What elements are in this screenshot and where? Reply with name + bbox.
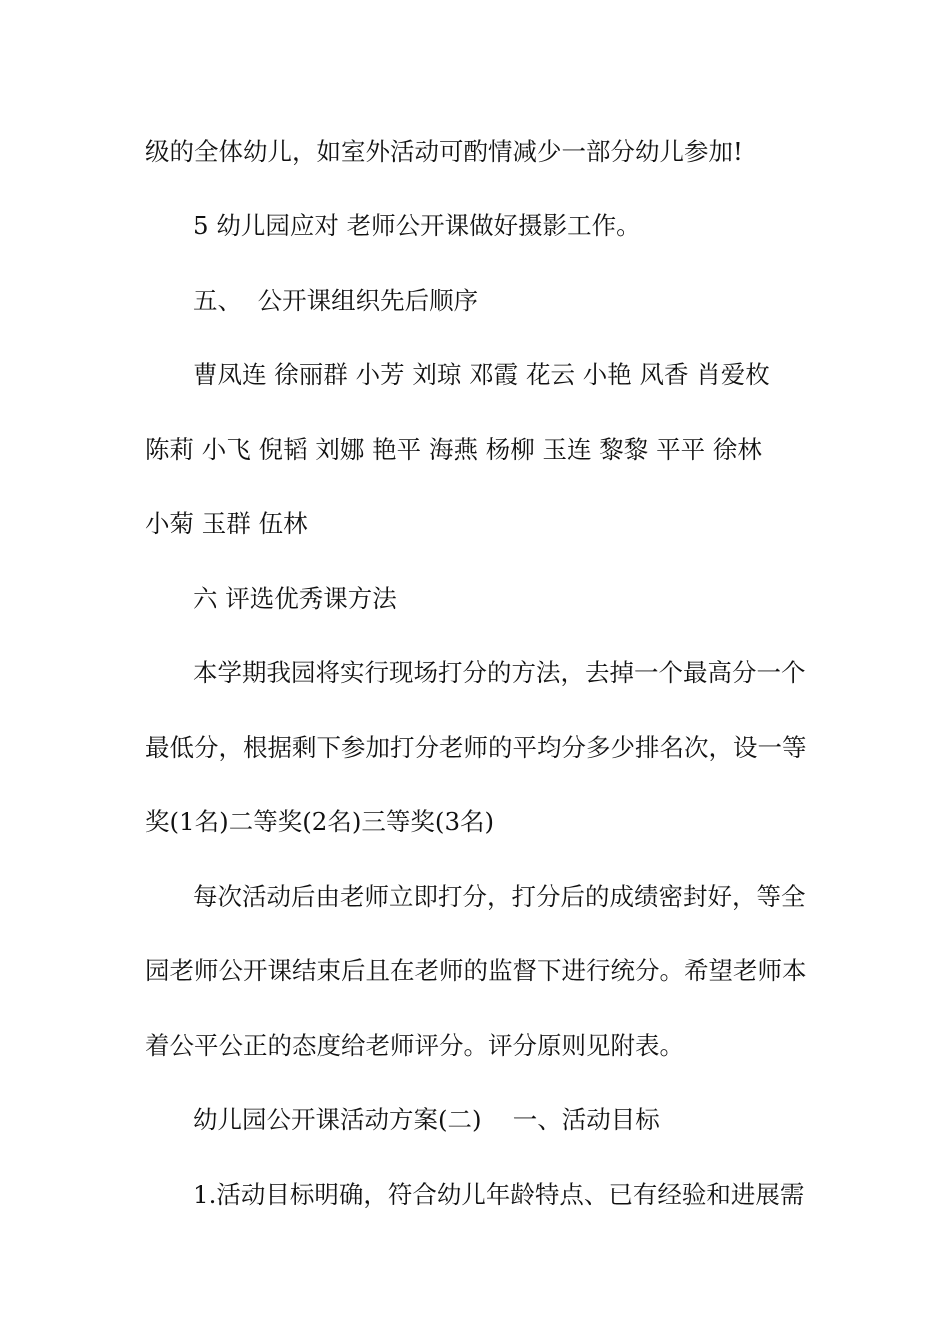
- paragraph-line: 每次活动后由老师立即打分，打分后的成绩密封好，等全: [193, 882, 806, 911]
- paragraph-line: 1.活动目标明确，符合幼儿年龄特点、已有经验和进展需: [193, 1180, 805, 1209]
- paragraph-line: 奖(1名)二等奖(2名)三等奖(3名): [145, 807, 495, 836]
- paragraph-line: 最低分，根据剩下参加打分老师的平均分多少排名次，设一等: [145, 733, 807, 762]
- name-list-line: 曹凤连 徐丽群 小芳 刘琼 邓霞 花云 小艳 风香 肖爱枚: [193, 360, 770, 389]
- paragraph-line: 本学期我园将实行现场打分的方法，去掉一个最高分一个: [193, 658, 806, 687]
- name-list-line: 小菊 玉群 伍林: [145, 509, 308, 538]
- name-list-line: 陈莉 小飞 倪韬 刘娜 艳平 海燕 杨柳 玉连 黎黎 平平 徐林: [145, 435, 762, 464]
- paragraph-line: 5 幼儿园应对 老师公开课做好摄影工作。: [193, 211, 641, 240]
- section-heading: 六 评选优秀课方法: [193, 584, 397, 613]
- section-heading: 幼儿园公开课活动方案(二) 一、活动目标: [193, 1105, 660, 1134]
- paragraph-line: 级的全体幼儿，如室外活动可酌情减少一部分幼儿参加!: [145, 137, 743, 166]
- section-heading: 五、 公开课组织先后顺序: [193, 286, 479, 315]
- paragraph-line: 着公平公正的态度给老师评分。评分原则见附表。: [145, 1031, 684, 1060]
- paragraph-line: 园老师公开课结束后且在老师的监督下进行统分。希望老师本: [145, 956, 807, 985]
